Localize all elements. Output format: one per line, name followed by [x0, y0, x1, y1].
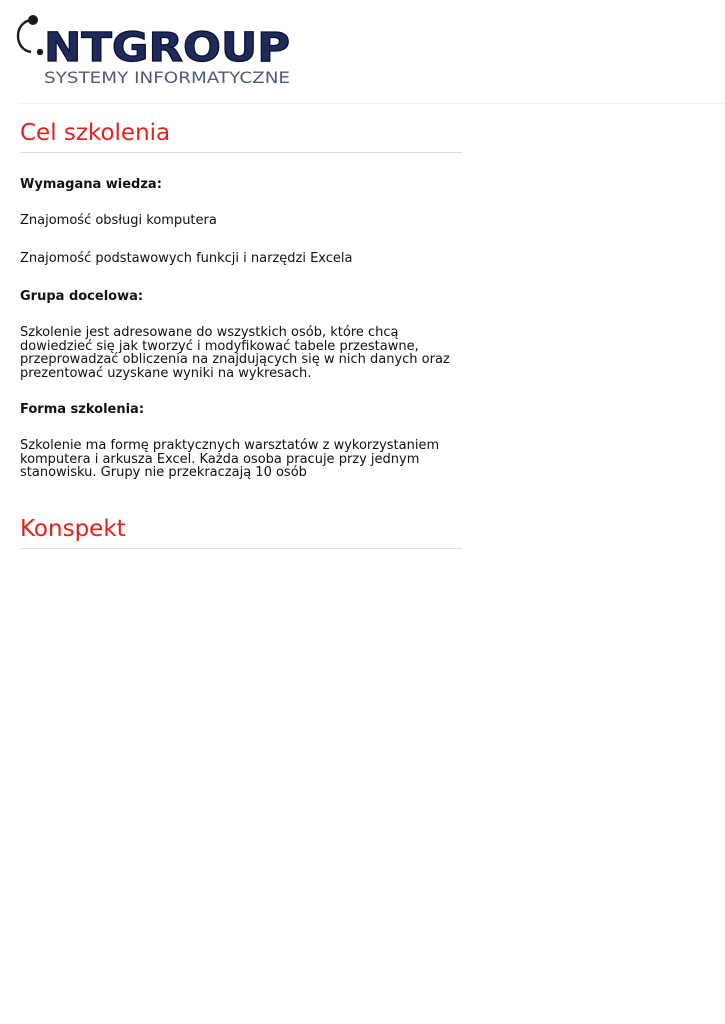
logo-orbit-arc — [18, 20, 33, 52]
logo-orbit-dot — [28, 15, 38, 25]
header-divider — [18, 103, 725, 104]
section-title-cel-szkolenia: Cel szkolenia — [20, 120, 171, 146]
company-logo — [14, 14, 296, 90]
label-forma-szkolenia: Forma szkolenia: — [20, 402, 145, 417]
logo-wordmark: NTGROUP — [44, 25, 290, 71]
section-divider — [20, 152, 462, 153]
section-title-konspekt: Konspekt — [20, 515, 126, 542]
logo-tagline: SYSTEMY INFORMATYCZNE — [44, 68, 290, 87]
label-grupa-docelowa: Grupa docelowa: — [20, 289, 144, 304]
paragraph-znajomosc-excela: Znajomość podstawowych funkcji i narzędzi Excela — [20, 250, 353, 266]
section-divider — [20, 548, 462, 549]
label-wymagana-wiedza: Wymagana wiedza: — [20, 177, 162, 192]
document-content — [20, 117, 462, 549]
paragraph-forma-szkolenia: Szkolenie ma formę praktycznych warsztatów z wykorzystaniem komputera i arkusza Excel. Każda osoba pracuje przy jednym stanowisku. Grupy nie przekraczają 10 osób — [20, 438, 440, 480]
paragraph-znajomosc-komputera: Znajomość obsługi komputera — [20, 213, 217, 228]
logo-small-dot — [37, 49, 43, 55]
paragraph-grupa-docelowa: Szkolenie jest adresowane do wszystkich osób, które chcą dowiedzieć się jak tworzyć i modyfikować tabele przestawne, przeprowadzać obliczenia na znajdujących się w nich danych oraz prezentować uzyskane wyniki na wykresach. — [20, 325, 450, 381]
